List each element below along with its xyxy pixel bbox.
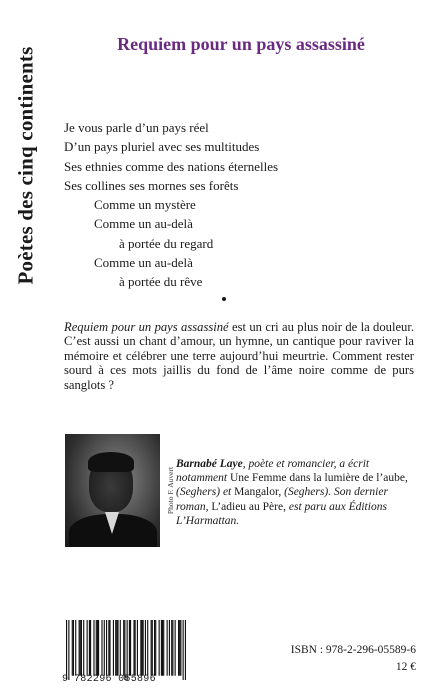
bio-book-title: Mangalor, — [234, 486, 282, 499]
bio-text: (Seghers). Son dernier roman, — [176, 486, 388, 513]
blurb-title: Requiem pour un pays assassiné — [64, 320, 229, 334]
poem-line: Ses ethnies comme des nations éternelles — [64, 158, 279, 174]
back-cover-blurb — [64, 320, 414, 392]
author-photo — [65, 434, 160, 547]
blurb-text: est un cri au plus noir de la douleur. C’est aussi un chant d’amour, un hymne, un cantique pour raviver la mémoire et célébrer une terre aujourd’hui meurtrie. Comment rester sourd à ces mots jaillis du fond de l’âme noire comme de purs sanglots ? — [64, 320, 414, 392]
poem-line: à portée du rêve — [119, 274, 203, 290]
bio-book-title: L’adieu au Père, — [211, 500, 286, 513]
barcode — [66, 620, 186, 680]
poem-line: Comme un au-delà — [94, 216, 193, 232]
isbn: ISBN : 978-2-296-05589-6 — [290, 644, 416, 656]
barcode-first-digit: 9 — [62, 674, 69, 685]
author-bio — [176, 457, 416, 528]
barcode-number: 782296 055896 — [74, 674, 156, 685]
bio-text: , poète et romancier, a écrit notamment — [176, 458, 370, 485]
poem-line: Comme un mystère — [94, 197, 196, 213]
photo-credit — [166, 434, 176, 547]
bio-text: (Seghers) et — [176, 486, 235, 499]
poem-line: Je vous parle d’un pays réel — [64, 120, 209, 135]
price: 12 € — [395, 661, 416, 673]
photo-credit-text: Photo F. Auvert — [166, 466, 176, 515]
separator-bullet — [222, 297, 226, 301]
poem-line: à portée du regard — [119, 235, 214, 251]
poem-excerpt — [64, 118, 404, 292]
series-title-text: Poètes des cinq continents — [13, 46, 38, 284]
author-name: Barnabé Laye — [176, 458, 243, 470]
series-title — [8, 34, 44, 296]
bio-book-title: Une Femme dans la lumière de l’aube, — [229, 472, 408, 485]
book-title: Requiem pour un pays assassiné — [117, 34, 365, 54]
poem-line: D’un pays pluriel avec ses multitudes — [64, 139, 260, 155]
poem-line: Ses collines ses mornes ses forêts — [64, 177, 239, 193]
bio-text: est paru aux Éditions L’Harmattan. — [176, 500, 387, 527]
poem-line: Comme un au-delà — [94, 255, 193, 271]
